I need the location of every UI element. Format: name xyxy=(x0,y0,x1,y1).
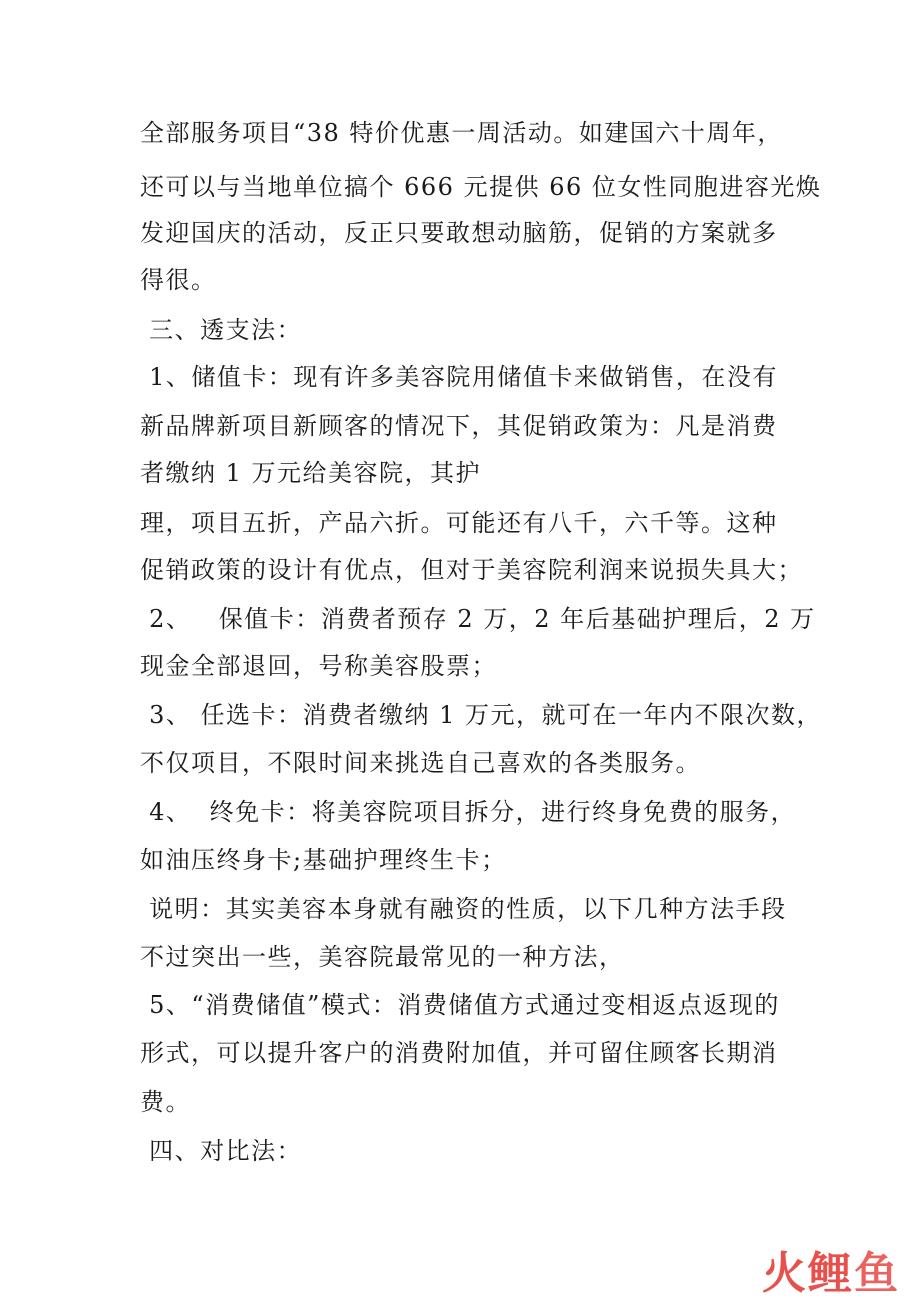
text-line: 全部服务项目“38 特价优惠一周活动。如建国六十周年， xyxy=(140,119,783,147)
text-line: 形式，可以提升客户的消费附加值，并可留住顾客长期消 xyxy=(140,1039,778,1067)
watermark-char: 鲤 xyxy=(808,1248,852,1299)
text-line: 不过突出一些，美容院最常见的一种方法， xyxy=(140,943,625,971)
watermark-char: 火 xyxy=(762,1248,806,1299)
text-line: 2、 保值卡：消费者预存 2 万，2 年后基础护理后，2 万 xyxy=(140,605,816,633)
text-line: 发迎国庆的活动，反正只要敢想动脑筋，促销的方案就多 xyxy=(140,219,778,247)
text-line: 促销政策的设计有优点，但对于美容院利润来说损失具大； xyxy=(140,556,803,584)
section-heading: 四、对比法： xyxy=(140,1137,303,1165)
text-line: 者缴纳 1 万元给美容院，其护 xyxy=(140,459,482,487)
section-heading: 三、透支法： xyxy=(140,316,303,344)
watermark-char: 鱼 xyxy=(854,1248,898,1299)
text-line: 说明：其实美容本身就有融资的性质，以下几种方法手段 xyxy=(140,895,787,923)
text-line: 现金全部退回，号称美容股票； xyxy=(140,652,497,680)
text-line: 4、 终免卡：将美容院项目拆分，进行终身免费的服务， xyxy=(140,798,797,826)
text-line: 不仅项目，不限时间来挑选自己喜欢的各类服务。 xyxy=(140,749,701,777)
text-line: 1、储值卡：现有许多美容院用储值卡来做销售，在没有 xyxy=(140,363,778,391)
text-line: 5、“消费储值”模式：消费储值方式通过变相返点返现的 xyxy=(140,991,780,1019)
text-line: 3、 任选卡：消费者缴纳 1 万元，就可在一年内不限次数， xyxy=(140,701,823,729)
text-line: 还可以与当地单位搞个 666 元提供 66 位女性同胞进容光焕 xyxy=(140,173,822,201)
watermark-logo xyxy=(762,1250,898,1298)
text-line: 理，项目五折，产品六折。可能还有八千，六千等。这种 xyxy=(140,509,778,537)
text-line: 得很。 xyxy=(140,266,217,294)
text-line: 新品牌新项目新顾客的情况下，其促销政策为：凡是消费 xyxy=(140,412,778,440)
text-line: 如油压终身卡;基础护理终生卡； xyxy=(140,846,507,874)
text-line: 费。 xyxy=(140,1088,191,1116)
